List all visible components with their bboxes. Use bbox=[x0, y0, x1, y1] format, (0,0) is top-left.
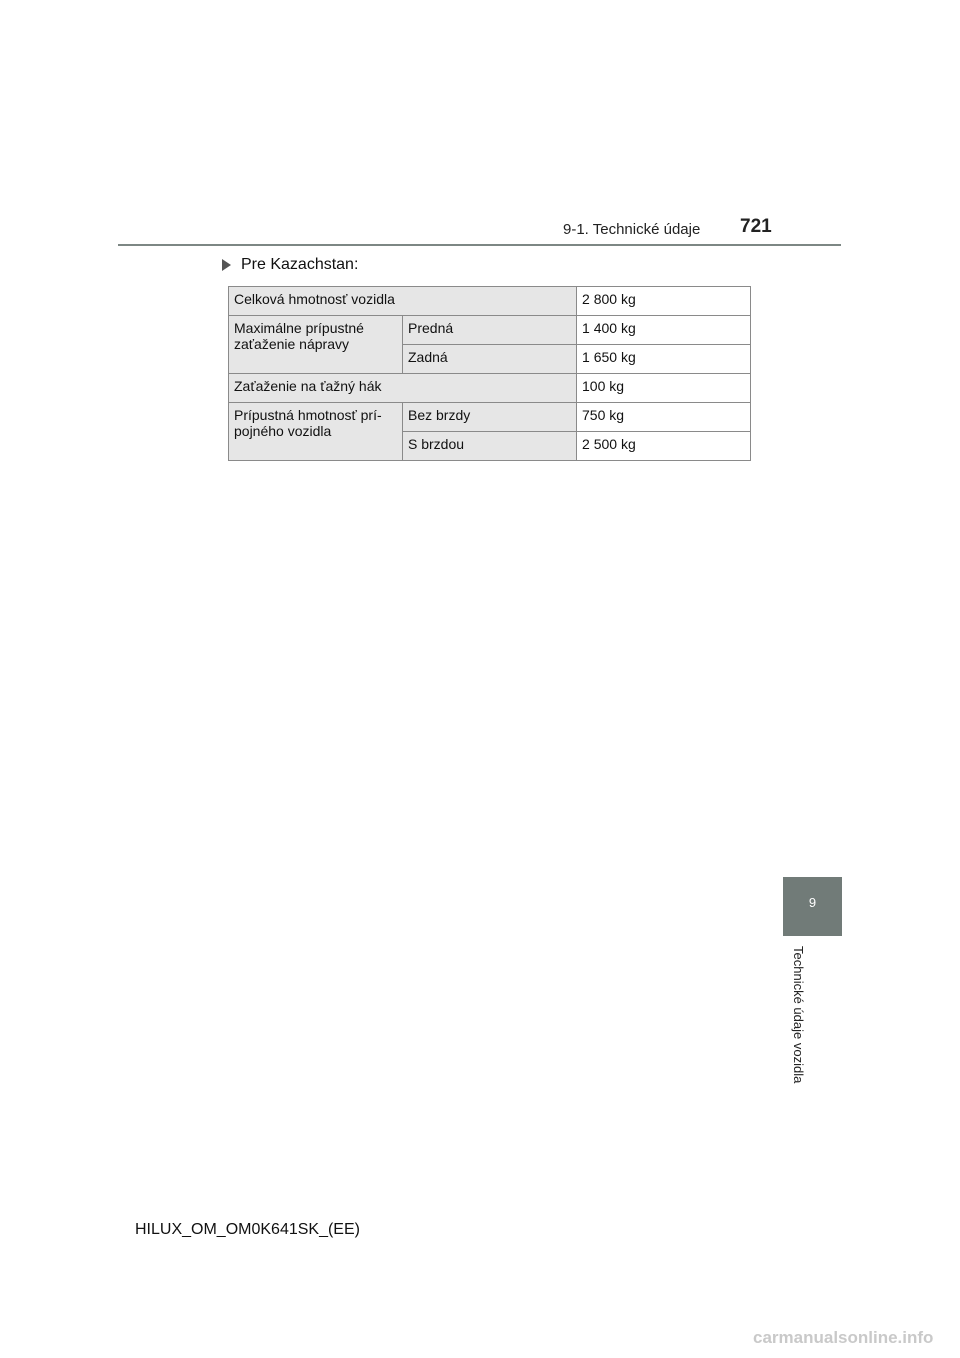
table-row bbox=[229, 287, 751, 316]
table-row bbox=[229, 374, 751, 403]
table-cell-value: 1 400 kg bbox=[577, 316, 751, 345]
section-title: 9-1. Technické údaje bbox=[563, 221, 701, 238]
chapter-label: Technické údaje vozidla bbox=[791, 946, 806, 1084]
table-cell-value: 2 500 kg bbox=[577, 432, 751, 461]
page-number: 721 bbox=[740, 216, 772, 237]
table-cell-value: 100 kg bbox=[577, 374, 751, 403]
table-cell-group: Prípustná hmotnosť prí-pojného vozidla bbox=[229, 403, 403, 461]
table-row bbox=[229, 403, 751, 432]
table-cell-sublabel: Bez brzdy bbox=[403, 403, 577, 432]
table-cell-label: Celková hmotnosť vozidla bbox=[229, 287, 577, 316]
triangle-right-icon bbox=[222, 259, 231, 271]
table-cell-sublabel: Zadná bbox=[403, 345, 577, 374]
table-cell-label: Zaťaženie na ťažný hák bbox=[229, 374, 577, 403]
table-cell-sublabel: S brzdou bbox=[403, 432, 577, 461]
bullet-text: Pre Kazachstan: bbox=[241, 256, 359, 273]
table-cell-value: 2 800 kg bbox=[577, 287, 751, 316]
bullet-heading bbox=[222, 256, 358, 274]
table-cell-value: 1 650 kg bbox=[577, 345, 751, 374]
table-row bbox=[229, 316, 751, 345]
specification-table bbox=[228, 286, 751, 461]
header-divider bbox=[118, 244, 841, 246]
table-cell-sublabel: Predná bbox=[403, 316, 577, 345]
chapter-tab: 9 bbox=[783, 877, 842, 936]
table-cell-value: 750 kg bbox=[577, 403, 751, 432]
table-cell-group: Maximálne prípustné zaťaženie nápravy bbox=[229, 316, 403, 374]
document-code: HILUX_OM_OM0K641SK_(EE) bbox=[135, 1221, 360, 1238]
watermark-text: carmanualsonline.info bbox=[753, 1328, 934, 1347]
